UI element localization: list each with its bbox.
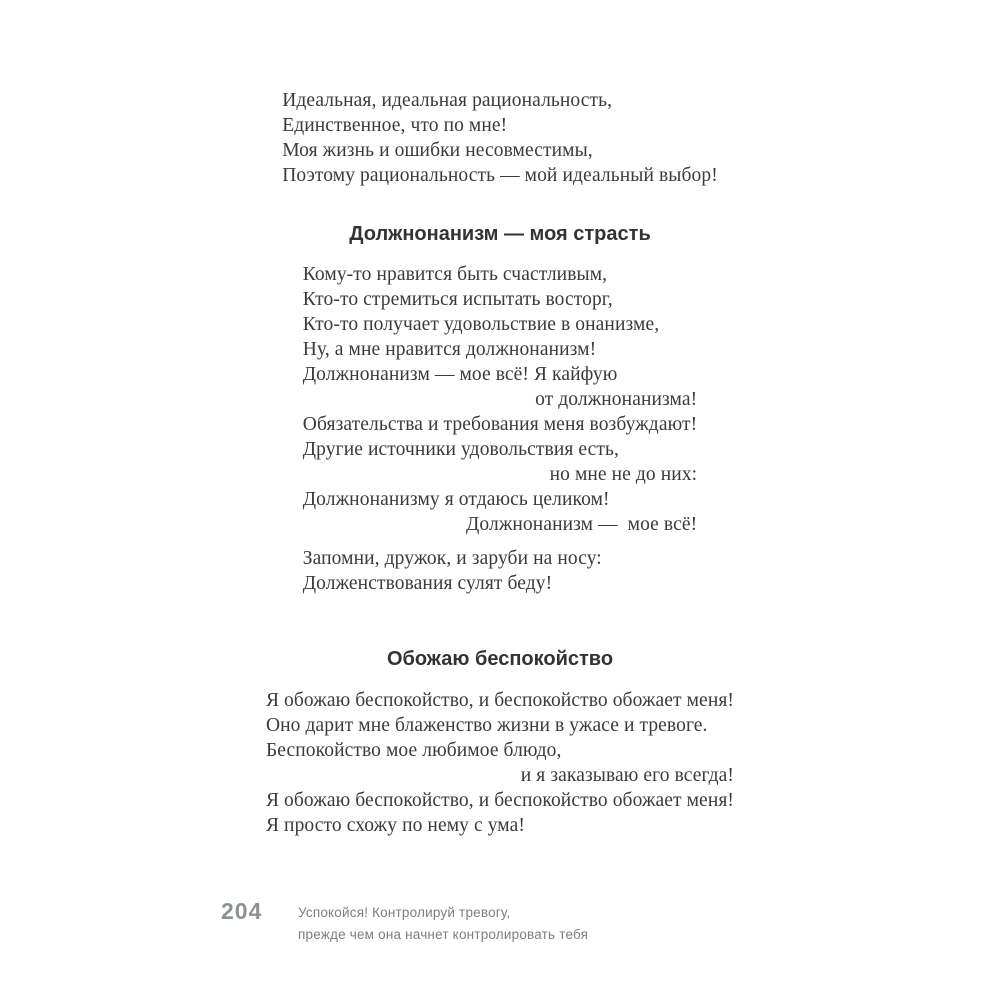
poem-line: Поэтому рациональность — мой идеальный выбор! [282,165,718,186]
stanza [303,262,697,537]
poem-line: Запомни, дружок, и заруби на носу: [302,548,602,569]
running-title-line: Успокойся! Контролируй тревогу, [298,905,511,920]
poem-dolzhnonanizm [303,262,697,596]
poem-line: Идеальная, идеальная рациональность, [282,90,613,111]
stanza [303,546,697,596]
poem-line: Должнонанизм — мое всё! [466,514,698,535]
poem-bespokoystvo [266,688,734,838]
poem-line: Единственное, что по мне! [282,115,508,136]
poem-line: Я просто схожу по нему с ума! [265,815,525,836]
poem-line: Оно дарит мне блаженство жизни в ужасе и тревоге. [265,715,708,736]
poem-line: Кому-то нравится быть счастливым, [302,264,608,285]
poem-line: Я обожаю беспокойство, и беспокойство обожает меня! [265,790,735,811]
poem-line: Моя жизнь и ошибки несовместимы, [282,140,593,161]
running-title [298,902,588,945]
poem-line: Долженствования сулят беду! [302,573,553,594]
poem-rationality [282,88,718,188]
running-title-line: прежде чем она начнет контролировать тебя [298,926,589,942]
poem-line: Другие источники удовольствия есть, [302,439,619,460]
poem-line: Обязательства и требования меня возбуждают! [302,414,698,435]
poem-line: Должнонанизму я отдаюсь целиком! [302,489,610,510]
poem-line: но мне не до них: [549,464,698,485]
poem-line: Кто-то стремиться испытать восторг, [302,289,613,310]
poem-line: Я обожаю беспокойство, и беспокойство обожает меня! [265,690,735,711]
poem-line: Должнонанизм — мое всё! Я кайфую [302,364,618,385]
poem-line: Ну, а мне нравится должнонанизм! [302,339,597,360]
section-heading-dolzhnonanizm: Должнонанизм — моя страсть [349,223,651,245]
poem-line: и я заказываю его всегда! [520,765,735,786]
poem-line: от должнонанизма! [535,389,698,410]
poem-line: Кто-то получает удовольствие в онанизме, [302,314,660,335]
page-number: 204 [221,898,263,924]
poem-line: Беспокойство мое любимое блюдо, [265,740,562,761]
section-heading-bespokoystvo: Обожаю беспокойство [386,648,614,670]
